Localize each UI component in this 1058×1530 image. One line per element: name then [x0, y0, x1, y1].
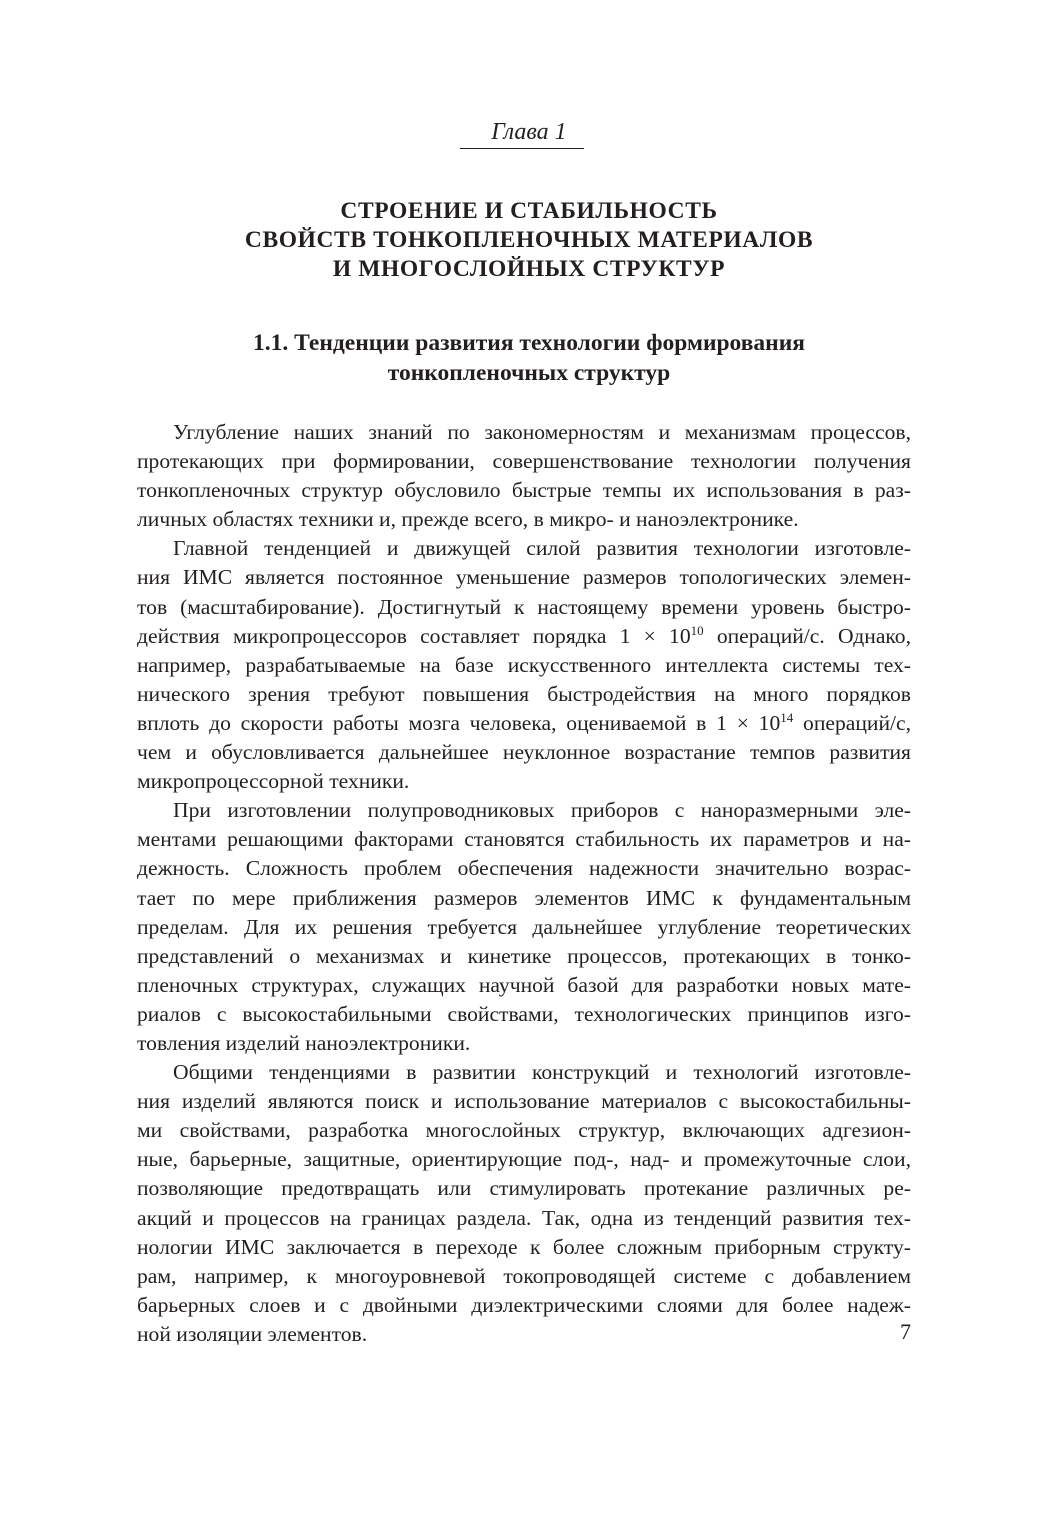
formula-text: действия микропроцессоров составляет порядка 1 × 10: [137, 623, 691, 648]
text-line: риалов с высокостабильными свойствами, технологических принципов изго-: [137, 1001, 911, 1026]
text-line: ментами решающими факторами становятся стабильность их параметров и на-: [137, 827, 911, 852]
text-line: тов (масштабирование). Достигнутый к настоящему времени уровень быстро-: [137, 594, 911, 619]
text-line: ми свойствами, разработка многослойных структур, включающих адгезион-: [137, 1118, 911, 1143]
chapter-label: Глава 1: [491, 119, 567, 145]
text-line: тонкопленочных структур обусловило быстрые темпы их использования в раз-: [137, 478, 911, 503]
paragraph: [137, 796, 911, 1058]
text-line: рам, например, к многоуровневой токопроводящей системе с добавлением: [137, 1263, 911, 1288]
text-line: протекающих при формировании, совершенствование технологии получения: [137, 449, 911, 474]
formula-text: вплоть до скорости работы мозга человека, оцениваемой в 1 × 10: [137, 710, 781, 735]
section-title-line: 1.1. Тенденции развития технологии формирования: [253, 330, 805, 356]
text-line: ные, барьерные, защитные, ориентирующие под-, над- и промежуточные слои,: [137, 1147, 911, 1172]
text-line: ния изделий являются поиск и использование материалов с высокостабильны-: [137, 1089, 911, 1114]
exponent: 10: [690, 622, 704, 638]
section-title-line: тонкопленочных структур: [387, 360, 671, 386]
chapter-title-line: СВОЙСТВ ТОНКОПЛЕНОЧНЫХ МАТЕРИАЛОВ: [244, 227, 814, 253]
text-line: пленочных структурах, служащих научной базой для разработки новых мате-: [137, 972, 911, 997]
text-line: ной изоляции элементов.: [137, 1321, 368, 1346]
text-line: личных областях техники и, прежде всего, в микро- и наноэлектронике.: [137, 507, 799, 532]
text-line: пределам. Для их решения требуется дальнейшее углубление теоретических: [137, 914, 911, 939]
text-line: Главной тенденцией и движущей силой развития технологии изготовле-: [173, 536, 911, 561]
chapter-title: [0, 197, 1058, 284]
exponent: 14: [780, 709, 794, 725]
formula-text: операций/с,: [793, 710, 911, 735]
text-line: позволяющие предотвращать или стимулировать протекание различных ре-: [137, 1176, 911, 1201]
text-line: представлений о механизмах и кинетике процессов, протекающих в тонко-: [137, 943, 911, 968]
text-line: Общими тенденциями в развитии конструкций и технологий изготовле-: [173, 1060, 911, 1085]
text-line: Углубление наших знаний по закономерностям и механизмам процессов,: [173, 420, 911, 444]
page-number: 7: [900, 1319, 911, 1344]
paragraph: [137, 1058, 911, 1349]
chapter-title-line: СТРОЕНИЕ И СТАБИЛЬНОСТЬ: [340, 198, 718, 224]
chapter-underline: [460, 148, 584, 149]
body-text: [137, 418, 911, 1349]
section-title: [0, 328, 1058, 388]
text-line: товления изделий наноэлектроники.: [137, 1030, 471, 1055]
text-line: тает по мере приближения размеров элементов ИМС к фундаментальным: [137, 885, 911, 910]
text-line: При изготовлении полупроводниковых приборов с наноразмерными эле-: [173, 798, 911, 823]
text-line: акций и процессов на границах раздела. Так, одна из тенденций развития тех-: [137, 1205, 911, 1230]
paragraph: [137, 418, 911, 534]
text-line: нического зрения требуют повышения быстродействия на много порядков: [137, 681, 911, 706]
chapter-title-line: И МНОГОСЛОЙНЫХ СТРУКТУР: [332, 256, 726, 282]
text-line: например, разрабатываемые на базе искусственного интеллекта системы тех-: [137, 652, 911, 677]
formula-text: операций/с. Однако,: [703, 623, 911, 648]
text-line-with-formula: [137, 709, 911, 738]
text-line: нологии ИМС заключается в переходе к более сложным приборным структу-: [137, 1234, 911, 1259]
text-line: чем и обусловливается дальнейшее неуклонное возрастание темпов развития: [137, 740, 911, 765]
text-line: дежность. Сложность проблем обеспечения надежности значительно возрас-: [137, 856, 911, 881]
paragraph: [137, 534, 911, 796]
text-line: микропроцессорной техники.: [137, 769, 410, 794]
text-line: барьерных слоев и с двойными диэлектрическими слоями для более надеж-: [137, 1292, 911, 1317]
text-line-with-formula: [137, 622, 911, 651]
text-line: ния ИМС является постоянное уменьшение размеров топологических элемен-: [137, 565, 911, 590]
